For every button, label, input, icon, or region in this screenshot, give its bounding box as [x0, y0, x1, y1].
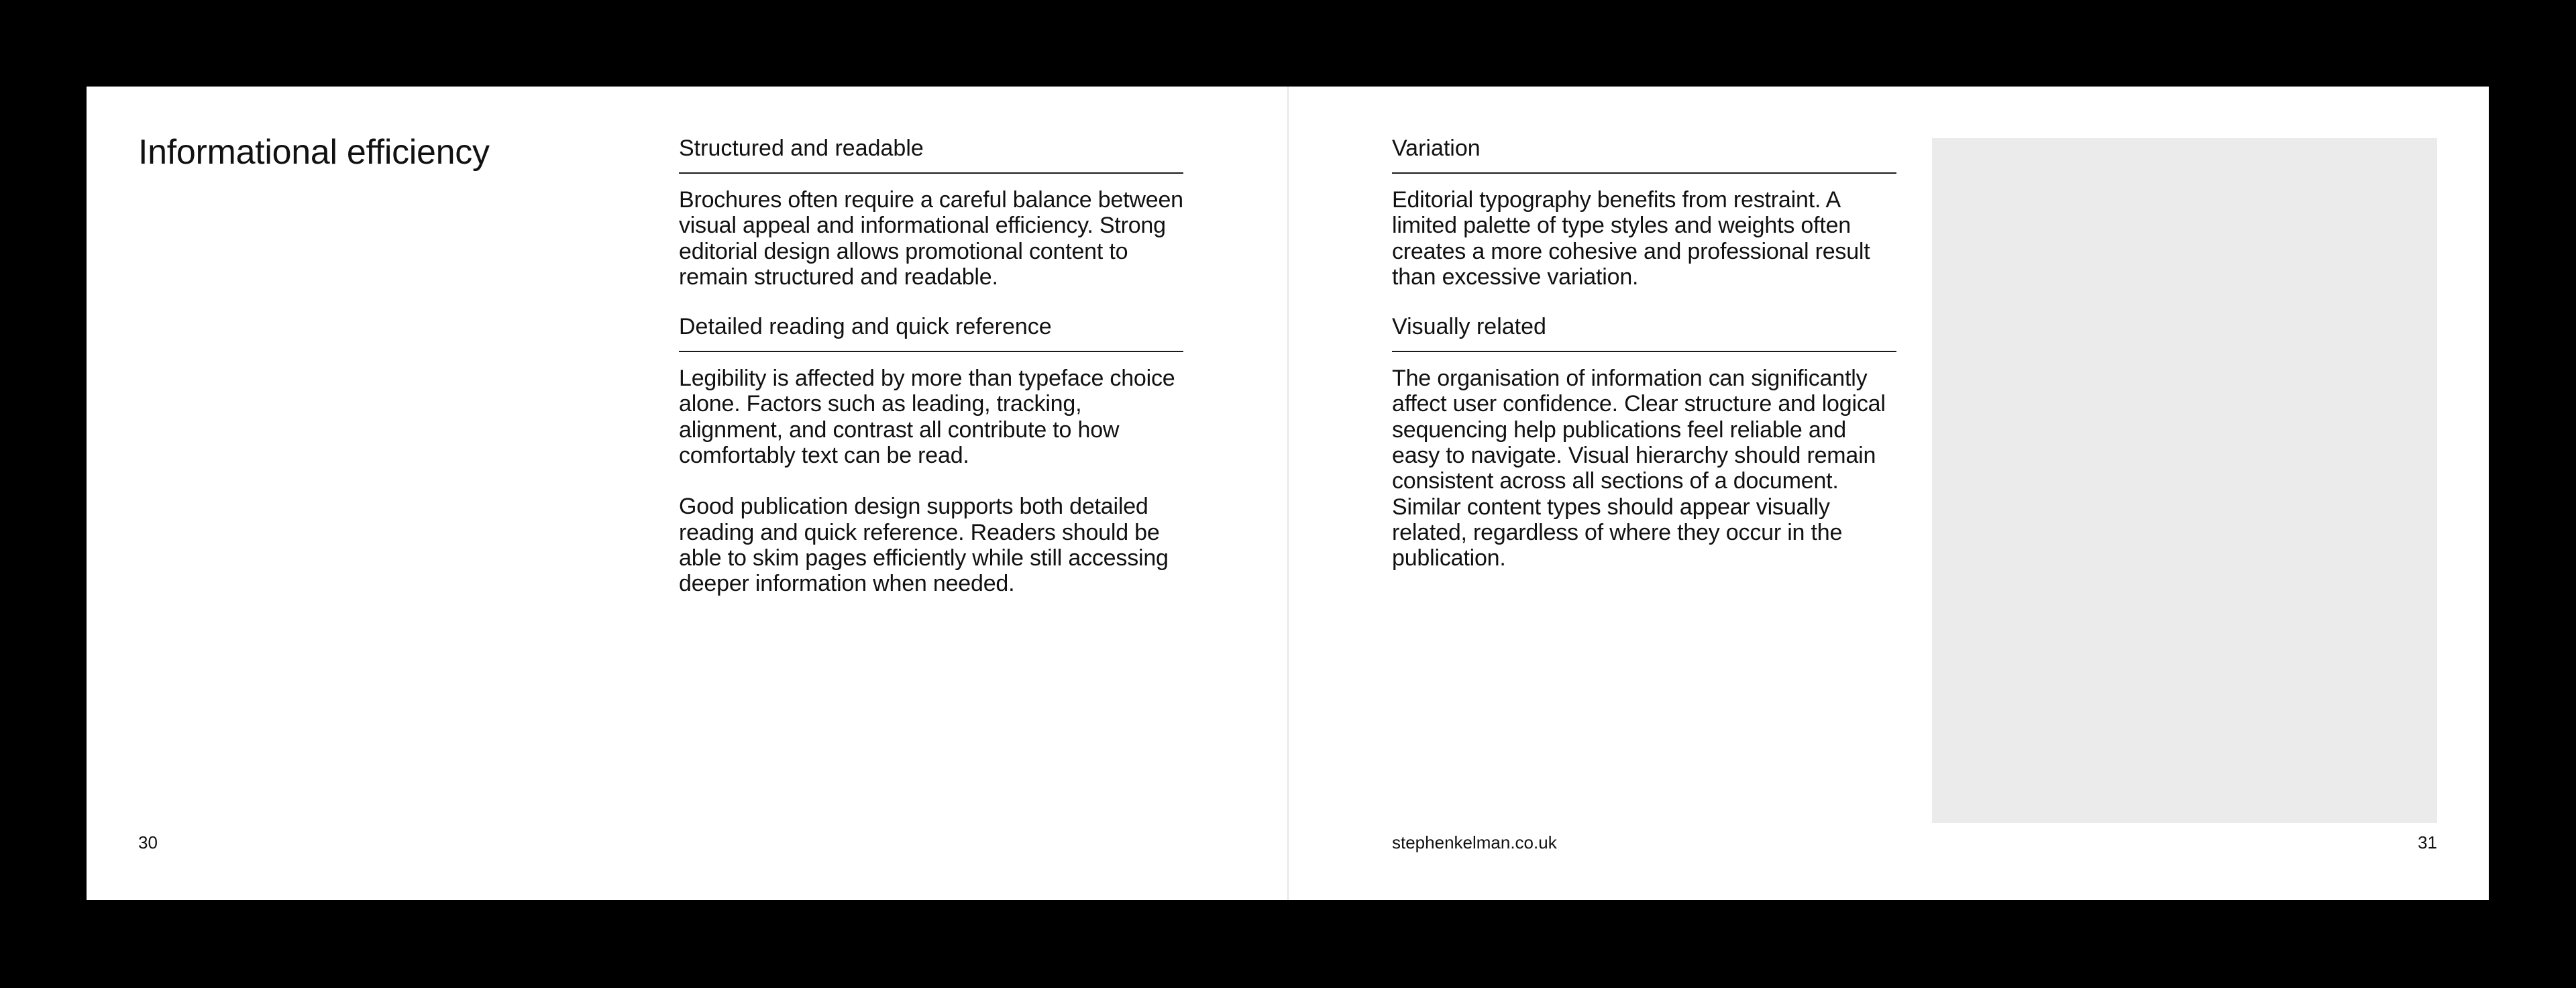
section-paragraph: The organisation of information can significantly affect user confidence. Clear structure and logical sequencing help publications feel reliable and easy to navigate. Visual hierarchy should remain consistent across all sections of a document. Similar content types should appear visually related, regardless of where they occur in the publication. — [1392, 366, 1886, 571]
section-heading-detailed-reading: Detailed reading and quick reference — [679, 312, 1183, 352]
website-url: stephenkelman.co.uk — [1392, 832, 1557, 853]
page-title: Informational efficiency — [138, 133, 490, 172]
page-gutter — [1287, 87, 1289, 900]
section-heading-visually-related: Visually related — [1392, 312, 1896, 352]
brochure-spread — [87, 87, 2489, 900]
right-page-text-column — [1392, 133, 1896, 571]
left-page-text-column — [679, 133, 1183, 597]
page-number-left: 30 — [138, 832, 158, 853]
section-heading-structured: Structured and readable — [679, 133, 1183, 174]
page-number-right: 31 — [2418, 832, 2437, 853]
section-paragraph: Good publication design supports both detailed reading and quick reference. Readers should be able to skim pages efficiently while still accessing deeper information when needed. — [679, 494, 1169, 597]
section-paragraph: Editorial typography benefits from restraint. A limited palette of type styles and weights often creates a more cohesive and professional result than excessive variation. — [1392, 187, 1870, 290]
section-paragraph: Legibility is affected by more than typeface choice alone. Factors such as leading, tracking, alignment, and contrast all contribute to how comfortably text can be read. — [679, 366, 1175, 469]
image-placeholder — [1932, 138, 2437, 823]
section-heading-variation: Variation — [1392, 133, 1896, 174]
section-paragraph: Brochures often require a careful balance between visual appeal and informational efficiency. Strong editorial design allows promotional content to remain structured and readable. — [679, 187, 1183, 290]
